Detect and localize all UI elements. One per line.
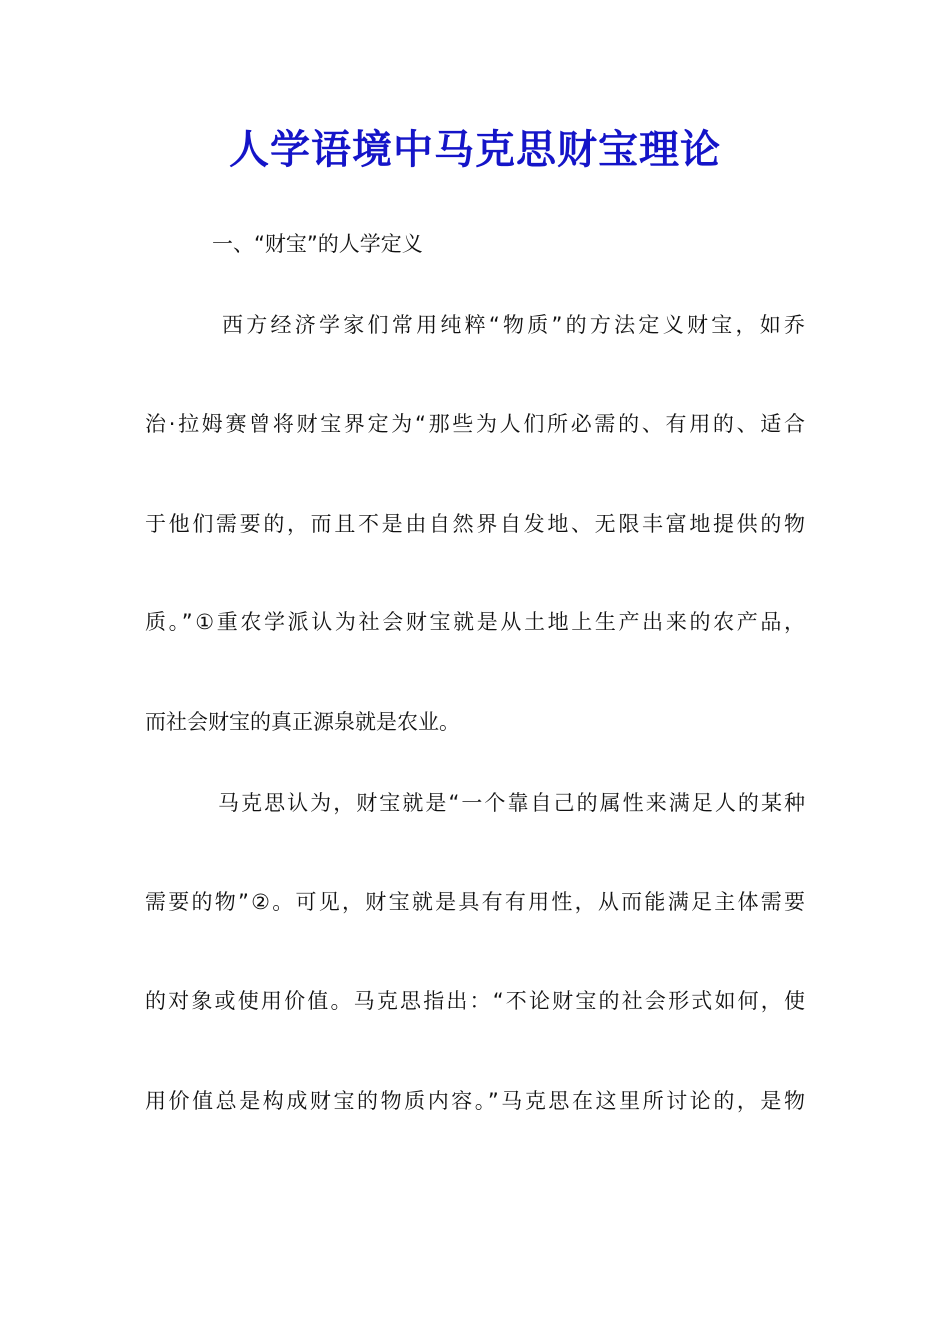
section-heading: 一、“财宝”的人学定义 xyxy=(212,232,423,256)
paragraph2-line: 的对象或使用价值。马克思指出：“不论财宝的社会形式如何，使 xyxy=(145,989,805,1013)
paragraph1-line: 而社会财宝的真正源泉就是农业。 xyxy=(145,710,460,734)
paragraph2-line: 需要的物”②。可见，财宝就是具有有用性，从而能满足主体需要 xyxy=(145,890,805,914)
paragraph2-line: 用价值总是构成财宝的物质内容。”马克思在这里所讨论的，是物 xyxy=(145,1089,805,1113)
paragraph2-line: 马克思认为，财宝就是“一个靠自己的属性来满足人的某种 xyxy=(218,791,805,815)
paragraph1-line: 治·拉姆赛曾将财宝界定为“那些为人们所必需的、有用的、适合 xyxy=(145,412,805,436)
document-title: 人学语境中马克思财宝理论 xyxy=(229,126,721,173)
paragraph1-line: 于他们需要的，而且不是由自然界自发地、无限丰富地提供的物 xyxy=(145,512,805,536)
paragraph1-line: 西方经济学家们常用纯粹“物质”的方法定义财宝，如乔 xyxy=(222,313,805,337)
paragraph1-line: 质。”①重农学派认为社会财宝就是从土地上生产出来的农产品， xyxy=(145,610,805,634)
